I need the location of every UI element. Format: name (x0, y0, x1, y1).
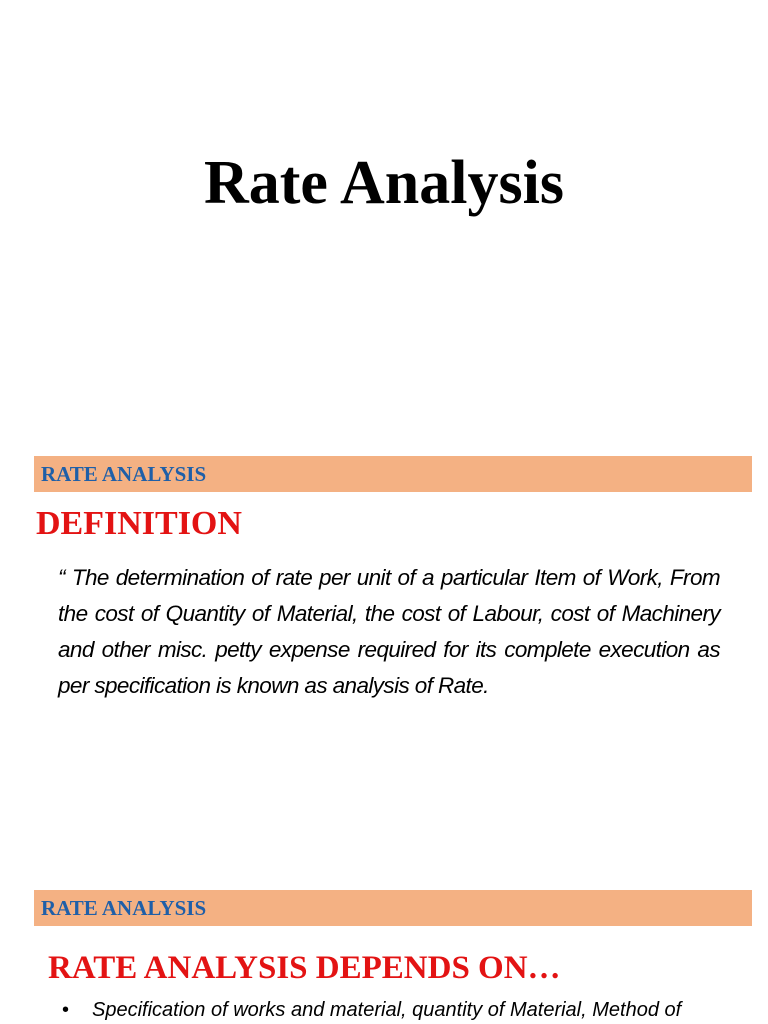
page-title: Rate Analysis (204, 149, 564, 217)
depends-on-slide (0, 860, 768, 1024)
title-slide (0, 0, 768, 430)
definition-slide (0, 430, 768, 860)
list-item-text: Specification of works and material, quantity of Material, Method of (92, 999, 682, 1021)
definition-heading: DEFINITION (36, 505, 242, 542)
section-header-label: RATE ANALYSIS (41, 896, 207, 920)
bullet-icon: • (62, 999, 70, 1021)
definition-text: “ The determination of rate per unit of a particular Item of Work, From the cost of Quantity of Material, the cost of Labour, cost of Machinery and other misc. petty expense required for its complete execution as per specification is known as analysis of Rate. (58, 565, 720, 698)
list-item (60, 996, 740, 1024)
section-header-bar (34, 890, 752, 926)
section-header-bar (34, 456, 752, 492)
depends-on-heading: RATE ANALYSIS DEPENDS ON… (48, 950, 561, 986)
depends-on-list (60, 996, 740, 1024)
section-header-label: RATE ANALYSIS (41, 462, 207, 486)
